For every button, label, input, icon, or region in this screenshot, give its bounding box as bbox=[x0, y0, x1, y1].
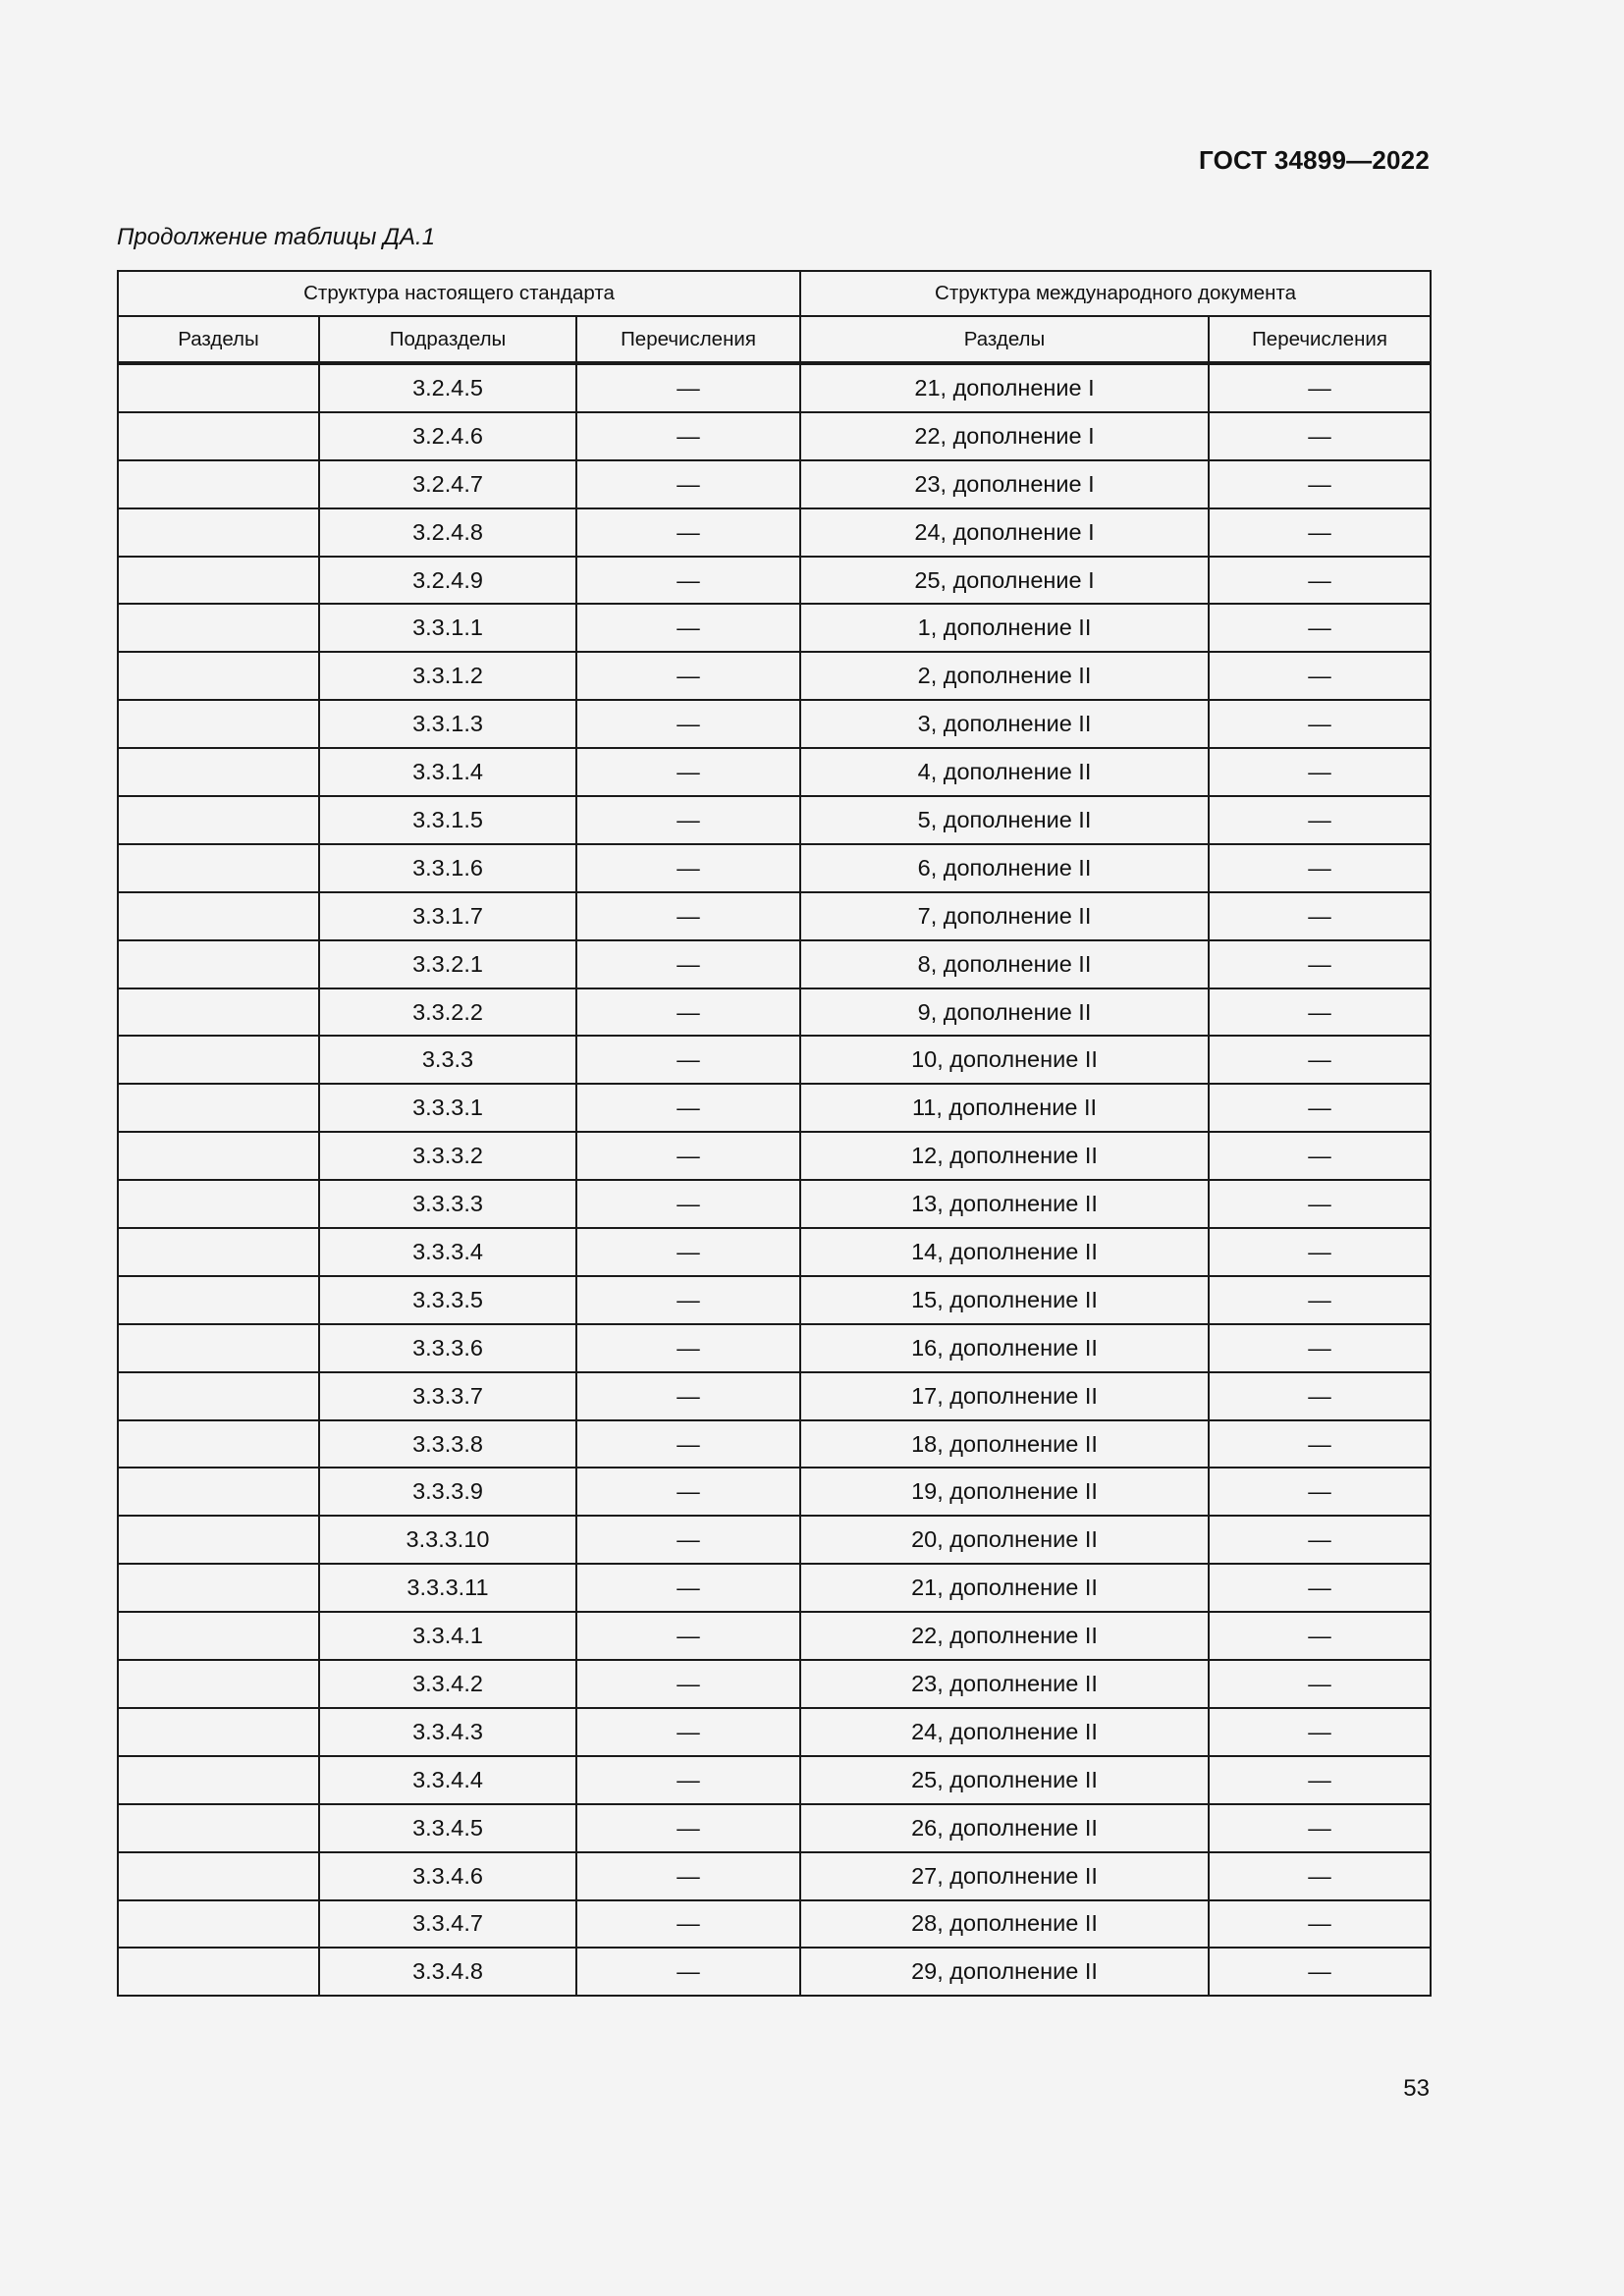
cell-section bbox=[118, 1804, 319, 1852]
cell-intl-enumeration: — bbox=[1209, 1132, 1431, 1180]
cell-enumeration: — bbox=[576, 1948, 800, 1996]
table-row bbox=[118, 1084, 1431, 1132]
table-row bbox=[118, 1132, 1431, 1180]
cell-section bbox=[118, 1036, 319, 1084]
cell-subsection: 3.3.1.7 bbox=[319, 892, 576, 940]
cell-enumeration: — bbox=[576, 1516, 800, 1564]
cell-intl-enumeration: — bbox=[1209, 1468, 1431, 1516]
cell-enumeration: — bbox=[576, 700, 800, 748]
cell-enumeration: — bbox=[576, 1036, 800, 1084]
cell-subsection: 3.3.3.9 bbox=[319, 1468, 576, 1516]
cell-enumeration: — bbox=[576, 940, 800, 988]
cell-subsection: 3.2.4.9 bbox=[319, 557, 576, 605]
cell-intl-enumeration: — bbox=[1209, 1900, 1431, 1949]
cell-section bbox=[118, 1516, 319, 1564]
cell-intl-section: 5, дополнение II bbox=[800, 796, 1209, 844]
cell-section bbox=[118, 1228, 319, 1276]
cell-enumeration: — bbox=[576, 748, 800, 796]
cell-intl-section: 25, дополнение II bbox=[800, 1756, 1209, 1804]
cell-enumeration: — bbox=[576, 1708, 800, 1756]
cell-section bbox=[118, 460, 319, 508]
cell-intl-enumeration: — bbox=[1209, 1372, 1431, 1420]
correspondence-table bbox=[117, 270, 1432, 1997]
cell-enumeration: — bbox=[576, 1180, 800, 1228]
cell-intl-section: 7, дополнение II bbox=[800, 892, 1209, 940]
table-row bbox=[118, 1324, 1431, 1372]
cell-intl-enumeration: — bbox=[1209, 604, 1431, 652]
column-header-row bbox=[118, 316, 1431, 363]
cell-intl-section: 29, дополнение II bbox=[800, 1948, 1209, 1996]
cell-enumeration: — bbox=[576, 557, 800, 605]
cell-subsection: 3.3.1.6 bbox=[319, 844, 576, 892]
cell-section bbox=[118, 844, 319, 892]
column-header-intl-sections: Разделы bbox=[800, 316, 1209, 363]
cell-intl-enumeration: — bbox=[1209, 1324, 1431, 1372]
table-row bbox=[118, 1036, 1431, 1084]
cell-enumeration: — bbox=[576, 1324, 800, 1372]
group-header-row bbox=[118, 271, 1431, 316]
cell-intl-enumeration: — bbox=[1209, 1228, 1431, 1276]
cell-section bbox=[118, 1468, 319, 1516]
cell-subsection: 3.3.1.4 bbox=[319, 748, 576, 796]
cell-subsection: 3.3.1.1 bbox=[319, 604, 576, 652]
cell-intl-section: 27, дополнение II bbox=[800, 1852, 1209, 1900]
cell-enumeration: — bbox=[576, 1228, 800, 1276]
table-body bbox=[118, 363, 1431, 1996]
cell-intl-section: 24, дополнение I bbox=[800, 508, 1209, 557]
cell-section bbox=[118, 1132, 319, 1180]
cell-intl-enumeration: — bbox=[1209, 1084, 1431, 1132]
cell-subsection: 3.2.4.6 bbox=[319, 412, 576, 460]
cell-section bbox=[118, 940, 319, 988]
cell-section bbox=[118, 1084, 319, 1132]
cell-subsection: 3.3.3.2 bbox=[319, 1132, 576, 1180]
table-row bbox=[118, 1180, 1431, 1228]
page-number: 53 bbox=[1403, 2075, 1430, 2102]
column-header-enumerations: Перечисления bbox=[576, 316, 800, 363]
table-row bbox=[118, 892, 1431, 940]
cell-enumeration: — bbox=[576, 892, 800, 940]
group-header-international-document: Структура международного документа bbox=[800, 271, 1431, 316]
cell-section bbox=[118, 988, 319, 1037]
table-row bbox=[118, 1900, 1431, 1949]
cell-intl-enumeration: — bbox=[1209, 844, 1431, 892]
cell-section bbox=[118, 1900, 319, 1949]
document-code: ГОСТ 34899—2022 bbox=[1199, 145, 1430, 175]
cell-section bbox=[118, 1420, 319, 1468]
cell-enumeration: — bbox=[576, 1612, 800, 1660]
cell-intl-section: 21, дополнение II bbox=[800, 1564, 1209, 1612]
table-row bbox=[118, 1420, 1431, 1468]
table-row bbox=[118, 1468, 1431, 1516]
cell-intl-enumeration: — bbox=[1209, 363, 1431, 412]
table-row bbox=[118, 1228, 1431, 1276]
cell-intl-section: 12, дополнение II bbox=[800, 1132, 1209, 1180]
cell-section bbox=[118, 892, 319, 940]
cell-enumeration: — bbox=[576, 1372, 800, 1420]
cell-intl-enumeration: — bbox=[1209, 1708, 1431, 1756]
cell-intl-section: 22, дополнение II bbox=[800, 1612, 1209, 1660]
table-row bbox=[118, 844, 1431, 892]
cell-intl-enumeration: — bbox=[1209, 1564, 1431, 1612]
table-row bbox=[118, 1612, 1431, 1660]
column-header-sections: Разделы bbox=[118, 316, 319, 363]
cell-subsection: 3.3.1.2 bbox=[319, 652, 576, 700]
table-row bbox=[118, 604, 1431, 652]
table-row bbox=[118, 1276, 1431, 1324]
cell-intl-enumeration: — bbox=[1209, 1804, 1431, 1852]
cell-enumeration: — bbox=[576, 1420, 800, 1468]
cell-intl-enumeration: — bbox=[1209, 1036, 1431, 1084]
cell-enumeration: — bbox=[576, 844, 800, 892]
cell-intl-section: 17, дополнение II bbox=[800, 1372, 1209, 1420]
cell-intl-enumeration: — bbox=[1209, 1516, 1431, 1564]
cell-enumeration: — bbox=[576, 1852, 800, 1900]
cell-subsection: 3.3.3.7 bbox=[319, 1372, 576, 1420]
table-row bbox=[118, 1756, 1431, 1804]
cell-subsection: 3.3.4.1 bbox=[319, 1612, 576, 1660]
cell-intl-enumeration: — bbox=[1209, 1180, 1431, 1228]
cell-enumeration: — bbox=[576, 796, 800, 844]
cell-enumeration: — bbox=[576, 508, 800, 557]
group-header-this-standard: Структура настоящего стандарта bbox=[118, 271, 800, 316]
table-row bbox=[118, 557, 1431, 605]
cell-enumeration: — bbox=[576, 1804, 800, 1852]
cell-section bbox=[118, 363, 319, 412]
table-row bbox=[118, 988, 1431, 1037]
table-row bbox=[118, 508, 1431, 557]
cell-intl-enumeration: — bbox=[1209, 892, 1431, 940]
cell-intl-section: 11, дополнение II bbox=[800, 1084, 1209, 1132]
cell-subsection: 3.3.4.7 bbox=[319, 1900, 576, 1949]
cell-subsection: 3.3.4.2 bbox=[319, 1660, 576, 1708]
cell-intl-enumeration: — bbox=[1209, 652, 1431, 700]
cell-section bbox=[118, 700, 319, 748]
cell-intl-enumeration: — bbox=[1209, 700, 1431, 748]
cell-intl-section: 19, дополнение II bbox=[800, 1468, 1209, 1516]
cell-intl-section: 6, дополнение II bbox=[800, 844, 1209, 892]
cell-subsection: 3.3.3.6 bbox=[319, 1324, 576, 1372]
cell-subsection: 3.3.4.4 bbox=[319, 1756, 576, 1804]
cell-intl-section: 15, дополнение II bbox=[800, 1276, 1209, 1324]
cell-intl-enumeration: — bbox=[1209, 412, 1431, 460]
cell-enumeration: — bbox=[576, 1564, 800, 1612]
cell-enumeration: — bbox=[576, 1084, 800, 1132]
cell-subsection: 3.3.4.8 bbox=[319, 1948, 576, 1996]
cell-subsection: 3.3.1.3 bbox=[319, 700, 576, 748]
cell-intl-enumeration: — bbox=[1209, 1756, 1431, 1804]
cell-enumeration: — bbox=[576, 1132, 800, 1180]
table-caption: Продолжение таблицы ДА.1 bbox=[117, 224, 436, 250]
table-row bbox=[118, 1660, 1431, 1708]
cell-enumeration: — bbox=[576, 1468, 800, 1516]
cell-section bbox=[118, 1852, 319, 1900]
cell-intl-enumeration: — bbox=[1209, 988, 1431, 1037]
table-row bbox=[118, 1564, 1431, 1612]
cell-intl-enumeration: — bbox=[1209, 557, 1431, 605]
table-row bbox=[118, 1852, 1431, 1900]
cell-intl-section: 22, дополнение I bbox=[800, 412, 1209, 460]
cell-subsection: 3.3.2.1 bbox=[319, 940, 576, 988]
cell-section bbox=[118, 1324, 319, 1372]
cell-section bbox=[118, 1660, 319, 1708]
cell-intl-section: 8, дополнение II bbox=[800, 940, 1209, 988]
cell-section bbox=[118, 412, 319, 460]
cell-intl-section: 21, дополнение I bbox=[800, 363, 1209, 412]
cell-intl-section: 1, дополнение II bbox=[800, 604, 1209, 652]
cell-intl-enumeration: — bbox=[1209, 748, 1431, 796]
cell-section bbox=[118, 1564, 319, 1612]
cell-intl-section: 16, дополнение II bbox=[800, 1324, 1209, 1372]
cell-subsection: 3.3.3.3 bbox=[319, 1180, 576, 1228]
cell-intl-section: 28, дополнение II bbox=[800, 1900, 1209, 1949]
cell-section bbox=[118, 652, 319, 700]
cell-subsection: 3.3.3.4 bbox=[319, 1228, 576, 1276]
cell-section bbox=[118, 796, 319, 844]
cell-enumeration: — bbox=[576, 363, 800, 412]
table-row bbox=[118, 700, 1431, 748]
table-row bbox=[118, 363, 1431, 412]
cell-section bbox=[118, 557, 319, 605]
table-row bbox=[118, 1708, 1431, 1756]
cell-subsection: 3.3.3.11 bbox=[319, 1564, 576, 1612]
cell-intl-enumeration: — bbox=[1209, 460, 1431, 508]
cell-intl-section: 26, дополнение II bbox=[800, 1804, 1209, 1852]
cell-section bbox=[118, 1276, 319, 1324]
cell-section bbox=[118, 508, 319, 557]
cell-section bbox=[118, 604, 319, 652]
cell-intl-section: 4, дополнение II bbox=[800, 748, 1209, 796]
cell-enumeration: — bbox=[576, 1756, 800, 1804]
cell-enumeration: — bbox=[576, 604, 800, 652]
cell-intl-enumeration: — bbox=[1209, 796, 1431, 844]
cell-intl-section: 13, дополнение II bbox=[800, 1180, 1209, 1228]
cell-subsection: 3.3.3.10 bbox=[319, 1516, 576, 1564]
cell-subsection: 3.3.3.8 bbox=[319, 1420, 576, 1468]
cell-intl-section: 23, дополнение II bbox=[800, 1660, 1209, 1708]
cell-subsection: 3.3.4.5 bbox=[319, 1804, 576, 1852]
table-row bbox=[118, 412, 1431, 460]
cell-intl-section: 18, дополнение II bbox=[800, 1420, 1209, 1468]
column-header-intl-enumerations: Перечисления bbox=[1209, 316, 1431, 363]
cell-subsection: 3.3.3.1 bbox=[319, 1084, 576, 1132]
table-row bbox=[118, 1804, 1431, 1852]
cell-intl-enumeration: — bbox=[1209, 1852, 1431, 1900]
cell-intl-enumeration: — bbox=[1209, 1660, 1431, 1708]
cell-subsection: 3.2.4.8 bbox=[319, 508, 576, 557]
table-row bbox=[118, 460, 1431, 508]
cell-intl-section: 24, дополнение II bbox=[800, 1708, 1209, 1756]
cell-intl-section: 14, дополнение II bbox=[800, 1228, 1209, 1276]
table-row bbox=[118, 1516, 1431, 1564]
cell-section bbox=[118, 1708, 319, 1756]
table-row bbox=[118, 796, 1431, 844]
cell-enumeration: — bbox=[576, 412, 800, 460]
table-row bbox=[118, 1948, 1431, 1996]
cell-enumeration: — bbox=[576, 460, 800, 508]
cell-intl-enumeration: — bbox=[1209, 1612, 1431, 1660]
cell-intl-section: 25, дополнение I bbox=[800, 557, 1209, 605]
cell-section bbox=[118, 1180, 319, 1228]
cell-enumeration: — bbox=[576, 1276, 800, 1324]
cell-section bbox=[118, 1948, 319, 1996]
column-header-subsections: Подразделы bbox=[319, 316, 576, 363]
cell-intl-section: 20, дополнение II bbox=[800, 1516, 1209, 1564]
cell-intl-section: 10, дополнение II bbox=[800, 1036, 1209, 1084]
cell-subsection: 3.2.4.7 bbox=[319, 460, 576, 508]
cell-subsection: 3.3.2.2 bbox=[319, 988, 576, 1037]
table-row bbox=[118, 652, 1431, 700]
cell-intl-section: 2, дополнение II bbox=[800, 652, 1209, 700]
cell-subsection: 3.3.4.3 bbox=[319, 1708, 576, 1756]
cell-subsection: 3.3.3.5 bbox=[319, 1276, 576, 1324]
cell-enumeration: — bbox=[576, 1900, 800, 1949]
cell-intl-enumeration: — bbox=[1209, 1276, 1431, 1324]
cell-section bbox=[118, 748, 319, 796]
cell-section bbox=[118, 1756, 319, 1804]
table-row bbox=[118, 940, 1431, 988]
cell-section bbox=[118, 1372, 319, 1420]
cell-section bbox=[118, 1612, 319, 1660]
table-row bbox=[118, 1372, 1431, 1420]
cell-intl-enumeration: — bbox=[1209, 940, 1431, 988]
cell-subsection: 3.3.3 bbox=[319, 1036, 576, 1084]
cell-intl-enumeration: — bbox=[1209, 508, 1431, 557]
cell-intl-enumeration: — bbox=[1209, 1948, 1431, 1996]
cell-intl-enumeration: — bbox=[1209, 1420, 1431, 1468]
cell-intl-section: 23, дополнение I bbox=[800, 460, 1209, 508]
cell-enumeration: — bbox=[576, 988, 800, 1037]
cell-subsection: 3.3.1.5 bbox=[319, 796, 576, 844]
cell-enumeration: — bbox=[576, 652, 800, 700]
cell-intl-section: 3, дополнение II bbox=[800, 700, 1209, 748]
cell-enumeration: — bbox=[576, 1660, 800, 1708]
cell-subsection: 3.2.4.5 bbox=[319, 363, 576, 412]
cell-intl-section: 9, дополнение II bbox=[800, 988, 1209, 1037]
table-row bbox=[118, 748, 1431, 796]
cell-subsection: 3.3.4.6 bbox=[319, 1852, 576, 1900]
